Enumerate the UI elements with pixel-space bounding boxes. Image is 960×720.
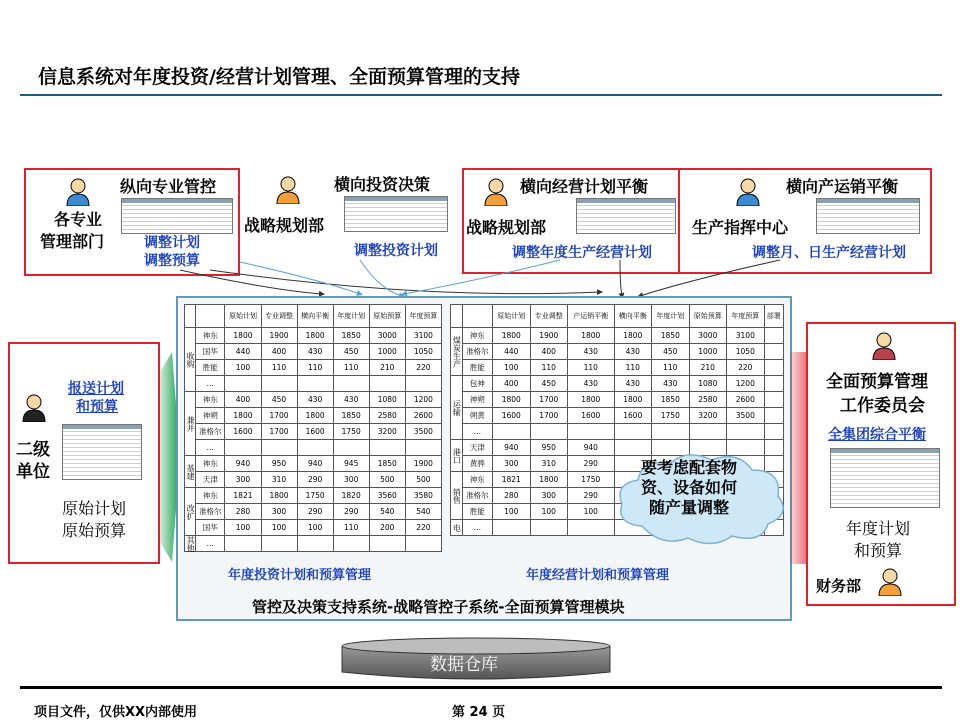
table-cell: 1821 bbox=[225, 488, 261, 504]
header-cell: 年度计划 bbox=[333, 305, 369, 328]
row-label: 胜能 bbox=[462, 360, 492, 376]
table-row bbox=[185, 376, 442, 392]
table-cell: 1800 bbox=[493, 328, 531, 344]
investment-table bbox=[184, 304, 442, 552]
table-cell: 1900 bbox=[261, 328, 297, 344]
table-cell bbox=[405, 376, 441, 392]
row-label: … bbox=[196, 440, 225, 456]
row-label: 神东 bbox=[196, 488, 225, 504]
row-label: … bbox=[462, 520, 492, 536]
table-cell: 210 bbox=[689, 360, 727, 376]
table-cell: 100 bbox=[225, 520, 261, 536]
table-cell: 945 bbox=[333, 456, 369, 472]
box-heading: 横向投资决策 bbox=[334, 175, 431, 194]
table-cell bbox=[405, 440, 441, 456]
group-label: 销售 bbox=[451, 472, 463, 520]
person-icon bbox=[22, 394, 46, 422]
table-cell: 310 bbox=[261, 472, 297, 488]
submit-link[interactable]: 报送计划 bbox=[68, 381, 124, 397]
header-cell: 年度预算 bbox=[405, 305, 441, 328]
row-label: 神朔 bbox=[462, 392, 492, 408]
table-cell: 300 bbox=[225, 472, 261, 488]
table-cell: 1200 bbox=[727, 376, 765, 392]
table-cell: 110 bbox=[652, 360, 690, 376]
table-cell: 110 bbox=[297, 360, 333, 376]
table-header-row bbox=[185, 305, 442, 328]
table-cell: 110 bbox=[333, 360, 369, 376]
row-label: 神朔 bbox=[196, 408, 225, 424]
table-cell: 110 bbox=[568, 360, 615, 376]
table-cell: 430 bbox=[333, 392, 369, 408]
table-cell bbox=[369, 536, 405, 552]
connector-lines bbox=[0, 250, 960, 300]
table-cell: 3100 bbox=[405, 328, 441, 344]
header-cell: 产运销平衡 bbox=[568, 305, 615, 328]
table-cell: 1600 bbox=[568, 408, 615, 424]
action-link[interactable]: 调整预算 bbox=[144, 253, 200, 269]
table-cell: 1600 bbox=[614, 408, 652, 424]
header-cell: 原始计划 bbox=[493, 305, 531, 328]
table-cell bbox=[652, 424, 690, 440]
box-secondary-unit bbox=[8, 342, 160, 564]
cloud-text bbox=[624, 458, 754, 518]
table-cell bbox=[333, 376, 369, 392]
table-cell: 400 bbox=[530, 344, 568, 360]
table-cell bbox=[297, 440, 333, 456]
table-cell: 950 bbox=[261, 456, 297, 472]
group-label: 收购 bbox=[185, 328, 196, 392]
table-cell bbox=[764, 424, 783, 440]
table-row bbox=[185, 344, 442, 360]
committee-heading: 工作委员会 bbox=[840, 396, 925, 416]
row-label: 胜能 bbox=[196, 360, 225, 376]
row-label: 包神 bbox=[462, 376, 492, 392]
table-cell: 3500 bbox=[405, 424, 441, 440]
table-cell: 450 bbox=[530, 376, 568, 392]
table-cell: 290 bbox=[297, 504, 333, 520]
table-cell: 1080 bbox=[369, 392, 405, 408]
table-cell bbox=[614, 424, 652, 440]
table-cell: 1080 bbox=[689, 376, 727, 392]
row-label: 胜能 bbox=[462, 504, 492, 520]
table-cell bbox=[225, 440, 261, 456]
table-cell bbox=[261, 536, 297, 552]
table-row bbox=[185, 424, 442, 440]
table-cell bbox=[225, 536, 261, 552]
table-cell: 300 bbox=[493, 456, 531, 472]
header-cell bbox=[451, 305, 463, 328]
table-thumbnail bbox=[830, 448, 940, 508]
action-link[interactable]: 调整投资计划 bbox=[354, 243, 438, 259]
table-cell: 2580 bbox=[369, 408, 405, 424]
table-cell: 430 bbox=[614, 344, 652, 360]
header-cell: 年度计划 bbox=[652, 305, 690, 328]
table-cell bbox=[764, 392, 783, 408]
table-row bbox=[451, 360, 784, 376]
table-cell: 450 bbox=[333, 344, 369, 360]
table-cell bbox=[225, 376, 261, 392]
table-cell: 1850 bbox=[652, 392, 690, 408]
table-cell: 1700 bbox=[261, 424, 297, 440]
table-cell: 1200 bbox=[405, 392, 441, 408]
table-cell: 1800 bbox=[297, 328, 333, 344]
row-label: … bbox=[462, 424, 492, 440]
table-cell: 280 bbox=[225, 504, 261, 520]
row-label: 准格尔 bbox=[196, 504, 225, 520]
header-cell: 年度预算 bbox=[727, 305, 765, 328]
row-label: 黄骅 bbox=[462, 456, 492, 472]
table-cell: 200 bbox=[369, 520, 405, 536]
group-label: 兼并 bbox=[185, 392, 196, 456]
table-row bbox=[185, 328, 442, 344]
table-cell bbox=[369, 440, 405, 456]
cloud-line: 要考虑配套物 bbox=[640, 458, 737, 477]
table-thumbnail bbox=[121, 198, 233, 234]
dept-label: 管理部门 bbox=[40, 232, 105, 251]
person-icon bbox=[66, 178, 90, 206]
box-heading: 横向产运销平衡 bbox=[786, 177, 899, 196]
table-cell: 1820 bbox=[333, 488, 369, 504]
action-link[interactable]: 调整计划 bbox=[144, 235, 200, 251]
table-cell: 1600 bbox=[225, 424, 261, 440]
table-cell: 540 bbox=[405, 504, 441, 520]
table-cell bbox=[568, 520, 615, 536]
row-label: 天津 bbox=[196, 472, 225, 488]
person-icon bbox=[878, 568, 902, 596]
table-cell: 3000 bbox=[369, 328, 405, 344]
dept-label: 各专业 bbox=[54, 210, 103, 229]
table-cell: 1750 bbox=[568, 472, 615, 488]
group-label: 煤炭生产 bbox=[451, 328, 463, 376]
table-cell: 1850 bbox=[369, 456, 405, 472]
table-row bbox=[185, 456, 442, 472]
page-number: 第 24 页 bbox=[452, 705, 506, 720]
table-cell bbox=[297, 376, 333, 392]
group-label: 电 bbox=[451, 520, 463, 536]
table-header-row bbox=[451, 305, 784, 328]
table-cell: 450 bbox=[652, 344, 690, 360]
table-cell: 290 bbox=[568, 488, 615, 504]
header-cell: 原始预算 bbox=[369, 305, 405, 328]
dept-label: 生产指挥中心 bbox=[692, 218, 789, 237]
header-cell: 专业调整 bbox=[530, 305, 568, 328]
row-label: 神东 bbox=[196, 392, 225, 408]
table-cell bbox=[333, 536, 369, 552]
table-cell: 430 bbox=[614, 376, 652, 392]
table-cell: 110 bbox=[530, 360, 568, 376]
header-cell: 原始预算 bbox=[689, 305, 727, 328]
group-label: 港口 bbox=[451, 440, 463, 472]
table-cell bbox=[530, 424, 568, 440]
table-row bbox=[185, 392, 442, 408]
table-cell: 1800 bbox=[493, 392, 531, 408]
table-cell: 310 bbox=[530, 456, 568, 472]
table-row bbox=[451, 344, 784, 360]
table-row bbox=[185, 504, 442, 520]
table-cell: 430 bbox=[297, 392, 333, 408]
table-cell: 500 bbox=[405, 472, 441, 488]
table-cell: 3200 bbox=[369, 424, 405, 440]
table-thumbnail bbox=[576, 198, 676, 234]
table-cell: 430 bbox=[568, 344, 615, 360]
table-cell: 3100 bbox=[727, 328, 765, 344]
committee-heading: 全面预算管理 bbox=[826, 372, 928, 392]
box-budget-committee bbox=[806, 322, 956, 606]
table-cell: 1750 bbox=[333, 424, 369, 440]
table-cell: 1800 bbox=[614, 392, 652, 408]
action-link[interactable]: 调整年度生产经营计划 bbox=[512, 245, 652, 261]
table-cell: 110 bbox=[614, 360, 652, 376]
table-cell: 100 bbox=[261, 520, 297, 536]
table-cell bbox=[764, 376, 783, 392]
table-cell bbox=[493, 424, 531, 440]
table-cell: 1700 bbox=[261, 408, 297, 424]
header-cell: 横向平衡 bbox=[297, 305, 333, 328]
table-cell: 940 bbox=[225, 456, 261, 472]
person-icon bbox=[872, 332, 896, 360]
table-cell bbox=[764, 344, 783, 360]
table-cell: 1600 bbox=[297, 424, 333, 440]
table-cell: 1700 bbox=[530, 408, 568, 424]
footer-confidential: 项目文件，仅供XX内部使用 bbox=[34, 705, 198, 720]
table-thumbnail bbox=[344, 196, 448, 232]
table-cell: 1750 bbox=[297, 488, 333, 504]
header-cell bbox=[462, 305, 492, 328]
table-cell: 940 bbox=[568, 440, 615, 456]
person-icon bbox=[276, 176, 300, 204]
table-row bbox=[185, 440, 442, 456]
page-title: 信息系统对年度投资/经营计划管理、全面预算管理的支持 bbox=[38, 66, 520, 88]
unit-label: 二级 bbox=[16, 440, 50, 460]
action-link[interactable]: 调整月、日生产经营计划 bbox=[752, 245, 906, 261]
table-cell: 1750 bbox=[652, 408, 690, 424]
table-cell: 300 bbox=[530, 488, 568, 504]
group-label: 运输 bbox=[451, 376, 463, 440]
table-cell: 1600 bbox=[493, 408, 531, 424]
table-cell: 440 bbox=[493, 344, 531, 360]
table-cell: 100 bbox=[493, 504, 531, 520]
group-label: 其他 bbox=[186, 536, 196, 552]
header-cell: 横向平衡 bbox=[614, 305, 652, 328]
table-cell: 100 bbox=[493, 360, 531, 376]
table-cell bbox=[727, 424, 765, 440]
table-cell: 450 bbox=[261, 392, 297, 408]
header-cell: 部署 bbox=[764, 305, 783, 328]
table-cell: 100 bbox=[568, 504, 615, 520]
table-cell: 1800 bbox=[568, 328, 615, 344]
cloud-line: 随产量调整 bbox=[648, 498, 729, 517]
table-cell: 1050 bbox=[405, 344, 441, 360]
table-cell: 1900 bbox=[405, 456, 441, 472]
table-cell: 3200 bbox=[689, 408, 727, 424]
table-cell: 950 bbox=[530, 440, 568, 456]
table-cell bbox=[530, 520, 568, 536]
table-cell bbox=[493, 520, 531, 536]
cloud-line: 资、设备如何 bbox=[640, 478, 737, 497]
header-cell: 原始计划 bbox=[225, 305, 261, 328]
table-cell bbox=[369, 376, 405, 392]
row-label: 准格尔 bbox=[462, 488, 492, 504]
row-label: 天津 bbox=[462, 440, 492, 456]
table-row bbox=[185, 472, 442, 488]
database-label: 数据仓库 bbox=[430, 655, 498, 675]
unit-label: 单位 bbox=[16, 462, 50, 482]
table-cell: 1800 bbox=[568, 392, 615, 408]
row-label: 神东 bbox=[196, 456, 225, 472]
table-cell: 1800 bbox=[225, 408, 261, 424]
table-cell: 220 bbox=[405, 520, 441, 536]
table-cell: 1000 bbox=[689, 344, 727, 360]
table-cell: 2580 bbox=[689, 392, 727, 408]
dept-label: 战略规划部 bbox=[244, 216, 325, 235]
table-row bbox=[451, 408, 784, 424]
table-cell: 100 bbox=[225, 360, 261, 376]
dept-label: 战略规划部 bbox=[466, 218, 547, 237]
table-thumbnail bbox=[62, 424, 142, 480]
balance-link[interactable]: 全集团综合平衡 bbox=[828, 427, 926, 443]
table-cell: 540 bbox=[369, 504, 405, 520]
table-cell bbox=[297, 536, 333, 552]
person-icon bbox=[484, 178, 508, 206]
header-cell bbox=[185, 305, 196, 328]
origin-plan-label: 原始计划 bbox=[62, 499, 127, 518]
title-divider bbox=[20, 94, 942, 96]
row-label: 准格尔 bbox=[196, 424, 225, 440]
annual-plan-label: 年度计划 bbox=[846, 519, 911, 538]
operation-table-caption: 年度经营计划和预算管理 bbox=[526, 568, 670, 583]
annual-plan-label: 和预算 bbox=[854, 541, 903, 560]
table-cell: 430 bbox=[568, 376, 615, 392]
group-label: 改扩 bbox=[185, 488, 196, 536]
table-cell: 290 bbox=[297, 472, 333, 488]
row-label: … bbox=[196, 536, 225, 552]
table-cell bbox=[261, 376, 297, 392]
table-row bbox=[185, 408, 442, 424]
table-thumbnail bbox=[816, 198, 920, 234]
table-cell: 430 bbox=[652, 376, 690, 392]
table-cell: 220 bbox=[727, 360, 765, 376]
table-cell: 110 bbox=[333, 520, 369, 536]
table-cell: 290 bbox=[568, 456, 615, 472]
table-cell: 1850 bbox=[333, 408, 369, 424]
finance-dept-label: 财务部 bbox=[816, 577, 862, 595]
table-row bbox=[185, 520, 442, 536]
table-cell bbox=[764, 360, 783, 376]
table-cell bbox=[405, 536, 441, 552]
table-cell: 440 bbox=[225, 344, 261, 360]
table-cell: 500 bbox=[369, 472, 405, 488]
table-cell: 2600 bbox=[727, 392, 765, 408]
table-cell: 1850 bbox=[652, 328, 690, 344]
table-row bbox=[185, 488, 442, 504]
table-cell bbox=[261, 440, 297, 456]
table-cell: 1700 bbox=[530, 392, 568, 408]
box-heading: 横向经营计划平衡 bbox=[520, 177, 649, 196]
header-cell: 专业调整 bbox=[261, 305, 297, 328]
footer-divider bbox=[20, 686, 942, 689]
table-cell bbox=[764, 408, 783, 424]
table-cell: 220 bbox=[405, 360, 441, 376]
investment-table-caption: 年度投资计划和预算管理 bbox=[228, 568, 372, 583]
table-cell: 1800 bbox=[225, 328, 261, 344]
table-row bbox=[185, 536, 442, 552]
row-label: 神东 bbox=[462, 328, 492, 344]
table-row bbox=[451, 376, 784, 392]
table-cell: 1800 bbox=[530, 472, 568, 488]
table-cell: 400 bbox=[225, 392, 261, 408]
row-label: 神东 bbox=[462, 472, 492, 488]
table-cell: 430 bbox=[297, 344, 333, 360]
table-row bbox=[185, 360, 442, 376]
table-row bbox=[451, 392, 784, 408]
table-cell: 100 bbox=[530, 504, 568, 520]
table-cell bbox=[764, 328, 783, 344]
table-cell: 100 bbox=[297, 520, 333, 536]
table-cell: 940 bbox=[493, 440, 531, 456]
table-cell: 300 bbox=[333, 472, 369, 488]
table-cell: 3000 bbox=[689, 328, 727, 344]
row-label: … bbox=[196, 376, 225, 392]
row-label: 准格尔 bbox=[462, 344, 492, 360]
row-label: 朔黄 bbox=[462, 408, 492, 424]
table-cell bbox=[568, 424, 615, 440]
table-cell: 1800 bbox=[614, 328, 652, 344]
table-cell: 1000 bbox=[369, 344, 405, 360]
table-cell: 400 bbox=[261, 344, 297, 360]
header-cell bbox=[196, 305, 225, 328]
table-cell bbox=[333, 440, 369, 456]
table-cell: 3500 bbox=[727, 408, 765, 424]
submit-link[interactable]: 和预算 bbox=[76, 399, 118, 415]
table-cell: 1800 bbox=[261, 488, 297, 504]
system-caption: 管控及决策支持系统-战略管控子系统-全面预算管理模块 bbox=[252, 598, 625, 616]
table-cell: 1050 bbox=[727, 344, 765, 360]
table-cell: 3560 bbox=[369, 488, 405, 504]
table-cell: 290 bbox=[333, 504, 369, 520]
person-icon bbox=[736, 178, 760, 206]
table-cell: 3580 bbox=[405, 488, 441, 504]
table-cell: 300 bbox=[261, 504, 297, 520]
table-row bbox=[451, 424, 784, 440]
table-cell: 940 bbox=[297, 456, 333, 472]
group-label: 基建 bbox=[185, 456, 196, 488]
table-cell: 210 bbox=[369, 360, 405, 376]
table-cell bbox=[689, 424, 727, 440]
table-row bbox=[451, 328, 784, 344]
table-cell: 1800 bbox=[297, 408, 333, 424]
table-cell: 110 bbox=[261, 360, 297, 376]
table-cell: 280 bbox=[493, 488, 531, 504]
row-label: 国华 bbox=[196, 344, 225, 360]
row-label: 神东 bbox=[196, 328, 225, 344]
table-cell: 1850 bbox=[333, 328, 369, 344]
table-cell: 400 bbox=[493, 376, 531, 392]
table-cell: 1821 bbox=[493, 472, 531, 488]
table-cell: 1900 bbox=[530, 328, 568, 344]
origin-budget-label: 原始预算 bbox=[62, 521, 127, 540]
table-cell: 2600 bbox=[405, 408, 441, 424]
box-heading: 纵向专业管控 bbox=[120, 177, 217, 196]
row-label: 国华 bbox=[196, 520, 225, 536]
